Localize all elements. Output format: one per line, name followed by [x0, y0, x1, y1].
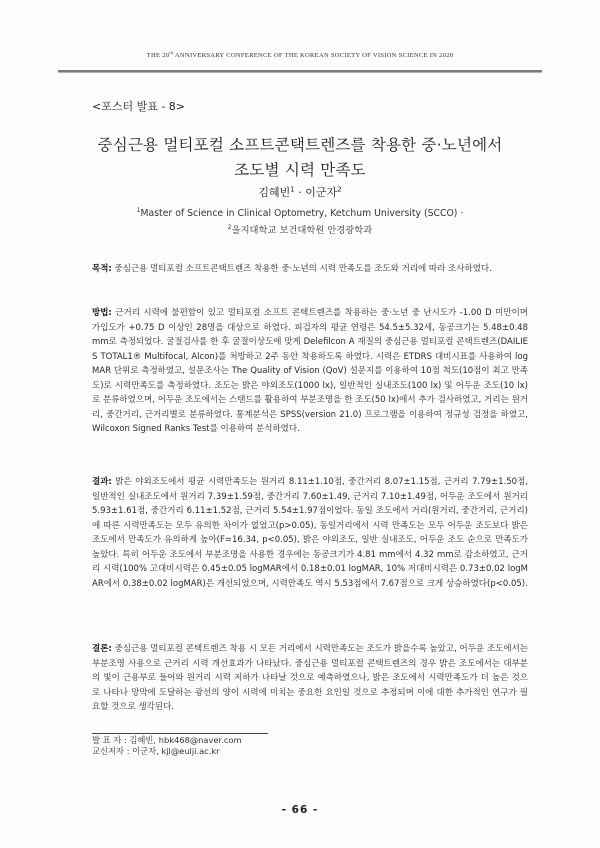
paper-title [70, 133, 530, 183]
page-number: - 66 - [281, 804, 319, 816]
author-separator: · [294, 186, 306, 199]
running-header-pre: THE 20 [146, 52, 170, 60]
affiliation-1 [0, 207, 600, 219]
corresponding-author-contact: 교신저자 : 이군자, kjl@eulji.ac.kr [92, 746, 220, 756]
affiliation-1-text: Master of Science in Clinical Optometry, Ketchum University (SCCO) · [140, 208, 464, 220]
affiliation-1-mark: 1 [136, 207, 141, 214]
affiliation-2-mark: 2 [227, 223, 232, 231]
section-conclusion [92, 642, 528, 715]
header-rule [58, 70, 542, 73]
section-purpose-heading: 목적: [92, 264, 112, 274]
author-1-affil-mark: 1 [290, 185, 295, 194]
running-header [0, 50, 600, 59]
presenter-contact: 발 표 자 : 김혜빈, hbk468@naver.com [92, 735, 242, 745]
author-2: 이군자 [305, 186, 338, 199]
author-1: 김혜빈 [258, 186, 291, 199]
title-line-1: 중심근용 멀티포컬 소프트콘택트렌즈를 착용한 중·노년에서 [97, 136, 503, 154]
affiliation-2-text: 을지대학교 보건대학원 안경광학과 [231, 225, 373, 236]
section-purpose [92, 262, 528, 277]
section-method [92, 306, 528, 437]
section-conclusion-body: 중심근용 멀티포컬 콘택트렌즈 착용 시 모든 거리에서 시력만족도는 조도가 밝을수록 높았고, 어두운 조도에서는 부분조명 사용으로 근거리 시력 개선효과가 나타났다. 중심근용 멀티포컬 콘택트렌즈의 경우 밝은 조도에서는 대부분의 빛이 근용부로 들어와 원거리 시력 저하가 나타날 것으로 예측하였으나, 밝은 조도에서 시력만족도가 더 높은 것으로 나타나 망막에 도달하는 광선의 양이 시력에 미치는 중요한 요인일 것으로 추정되며 이에 대한 추가적인 연구가 필요할 것으로 생각된다. [92, 644, 528, 712]
running-header-post: ANNIVERSARY CONFERENCE OF THE KOREAN SOCIETY OF VISION SCIENCE IN 2020 [173, 52, 454, 60]
running-header-sup: th [169, 50, 174, 55]
title-line-2: 조도별 시력 만족도 [234, 161, 366, 179]
section-conclusion-heading: 결론: [92, 644, 112, 654]
section-method-body: 근거리 시력에 불편함이 있고 멀티포컬 소프트 콘택트렌즈를 착용하는 중·노년 중 난시도가 -1.00 D 미만이며 가입도가 +0.75 D 이상인 28명을 대상으로 하였다. 피검자의 평균 연령은 54.5±5.32세, 동공크기는 5.48±0.48 mm로 측정되었다. 굴절검사를 한 후 굴절이상도에 맞게 Delefilcon A 재질의 중심근용 멀티포컬 콘택트렌즈(DAILIES TOTAL1® Multifocal, Alcon)를 처방하고 2주 동안 착용하도록 하였다. 시력은 ETDRS 대비시표를 사용하여 logMAR 단위로 측정하였고, 설문조사는 The Quality of Vision (QoV) 설문지를 이용하여 10점 척도(10점이 최고 만족도)로 시력만족도를 측정하였다. 조도는 밝은 야외조도(1000 lx), 일반적인 실내조도(100 lx) 및 어두운 조도(10 lx)로 분류하였으며, 어두운 조도에서는 스탠드를 활용하여 부분조명을 한 조도(50 lx)에서 추가 검사하였고, 거리는 원거리, 중간거리, 근거리별로 분류하였다. 통계분석은 SPSS(version 21.0) 프로그램을 이용하여 정규성 검정을 하였고, Wilcoxon Signed Ranks Test를 이용하여 분석하였다. [92, 308, 528, 434]
affiliation-2 [0, 222, 600, 236]
section-result [92, 475, 528, 591]
author-list [0, 184, 600, 200]
section-purpose-body: 중심근용 멀티포컬 소프트콘택트렌즈 착용한 중·노년의 시력 만족도를 조도와 거리에 따라 조사하였다. [111, 264, 492, 274]
section-result-heading: 결과: [92, 477, 112, 487]
author-2-affil-mark: 2 [337, 185, 342, 194]
footnote-rule [92, 733, 268, 734]
section-method-heading: 방법: [92, 308, 112, 318]
section-result-body: 밝은 야외조도에서 평균 시력만족도는 원거리 8.11±1.10점, 중간거리 8.07±1.15점, 근거리 7.79±1.50점, 일반적인 실내조도에서 원거리 7.39±1.59점, 중간거리 7.60±1.49, 근거리 7.10±1.49점, 어두운 조도에서 원거리 5.93±1.61점, 중간거리 6.11±1.52점, 근거리 5.54±1.97점이었다. 동일 조도에서 거리(원거리, 중간거리, 근거리)에 따른 시력만족도는 모두 유의한 차이가 없었고(p>0.05), 동일거리에서 시력 만족도는 모두 어두운 조도보다 밝은 조도에서 만족도가 유의하게 높아(F=16.34, p<0.05), 밝은 야외조도, 일반 실내조도, 어두운 조도 순으로 만족도가 높았다. 특히 어두운 조도에서 부분조명을 사용한 경우에는 동공크기가 4.81 mm에서 4.32 mm로 감소하였고, 근거리 시력(100% 고대비시력은 0.45±0.05 logMAR에서 0.18±0.01 logMAR, 10% 저대비시력은 0.73±0.02 logMAR에서 0.38±0.02 logMAR)은 개선되었으며, 시력만족도 역시 5.53점에서 7.67점으로 크게 상승하였다(p<0.05). [92, 477, 528, 589]
poster-label: <포스터 발표 - 8> [92, 100, 186, 113]
